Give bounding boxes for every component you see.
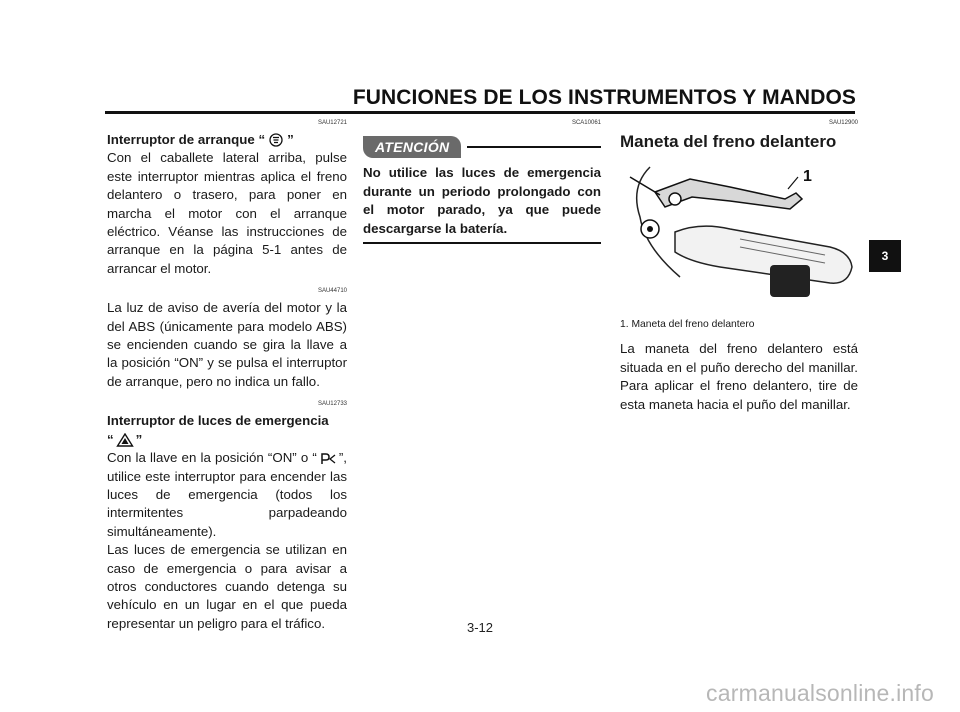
caution-box xyxy=(363,136,601,244)
heading-text: Interruptor de arranque “ xyxy=(107,132,266,147)
hazard-icon xyxy=(116,433,134,447)
section-code: SAU12900 xyxy=(828,120,858,126)
page-header-title: FUNCIONES DE LOS INSTRUMENTOS Y MANDOS xyxy=(352,86,856,109)
heading-text: “ xyxy=(107,431,114,447)
watermark: carmanualsonline.info xyxy=(706,680,934,706)
paragraph: Con el caballete lateral arriba, pulse este interruptor mientras aplica el freno delantero o trasero, para poner en marcha el motor con el arranque eléctrico. Véanse las instrucciones de arranque en la página 5-1 antes de arrancar el motor. xyxy=(107,150,347,276)
section-code: SCA10061 xyxy=(571,120,601,126)
heading-text: ” xyxy=(287,132,294,147)
hazard-switch-heading-symbol xyxy=(107,431,347,449)
paragraph: La luz de aviso de avería del motor y la del ABS (únicamente para modelo ABS) se encienden cuando se gira la llave a la posición “ON” y se pulsa el interruptor de arranque, pero no indica un fallo. xyxy=(107,300,347,389)
column-middle xyxy=(363,118,601,244)
hazard-switch-heading: Interruptor de luces de emergencia xyxy=(107,413,329,429)
paragraph xyxy=(107,449,347,541)
paragraph: Las luces de emergencia se utilizan en caso de emergencia o para avisar a otros conductores cuando detenga su vehículo en un lugar en el que pueda representar un peligro para el tráfico. xyxy=(107,542,347,631)
figure-caption: 1. Maneta del freno delantero xyxy=(620,319,755,331)
chapter-tab: 3 xyxy=(869,240,901,272)
column-right xyxy=(620,118,858,414)
parking-icon xyxy=(319,452,337,466)
caution-header xyxy=(363,136,601,158)
section-title: Maneta del freno delantero xyxy=(620,132,837,151)
section-code: SAU12721 xyxy=(317,120,347,126)
start-switch-icon xyxy=(267,133,285,147)
caution-badge: ATENCIÓN xyxy=(363,136,461,158)
heading-text: ” xyxy=(135,431,143,447)
section-code: SAU12733 xyxy=(317,401,347,408)
start-switch-heading xyxy=(107,131,347,149)
paragraph: La maneta del freno delantero está situada en el puño derecho del manillar. Para aplicar el freno delantero, tire de esta maneta hacia el puño del manillar. xyxy=(620,341,858,412)
caution-text: No utilice las luces de emergencia durante un periodo prolongado con el motor parado, ya que puede descargarse la batería. xyxy=(363,164,601,244)
callout-number: 1 xyxy=(803,168,812,185)
column-left xyxy=(107,118,347,633)
page-number: 3-12 xyxy=(466,620,494,635)
header-rule xyxy=(105,111,855,114)
paragraph-text: Con la llave en la posición “ON” o “ xyxy=(107,450,317,466)
paragraph-text: ”, utilice este interruptor para encender las luces de emergencia (todos los intermitentes parpadeando simultáneamente). xyxy=(107,450,347,539)
caution-rule xyxy=(467,146,601,148)
section-code: SAU44710 xyxy=(317,288,347,295)
brake-lever-illustration xyxy=(620,157,860,307)
